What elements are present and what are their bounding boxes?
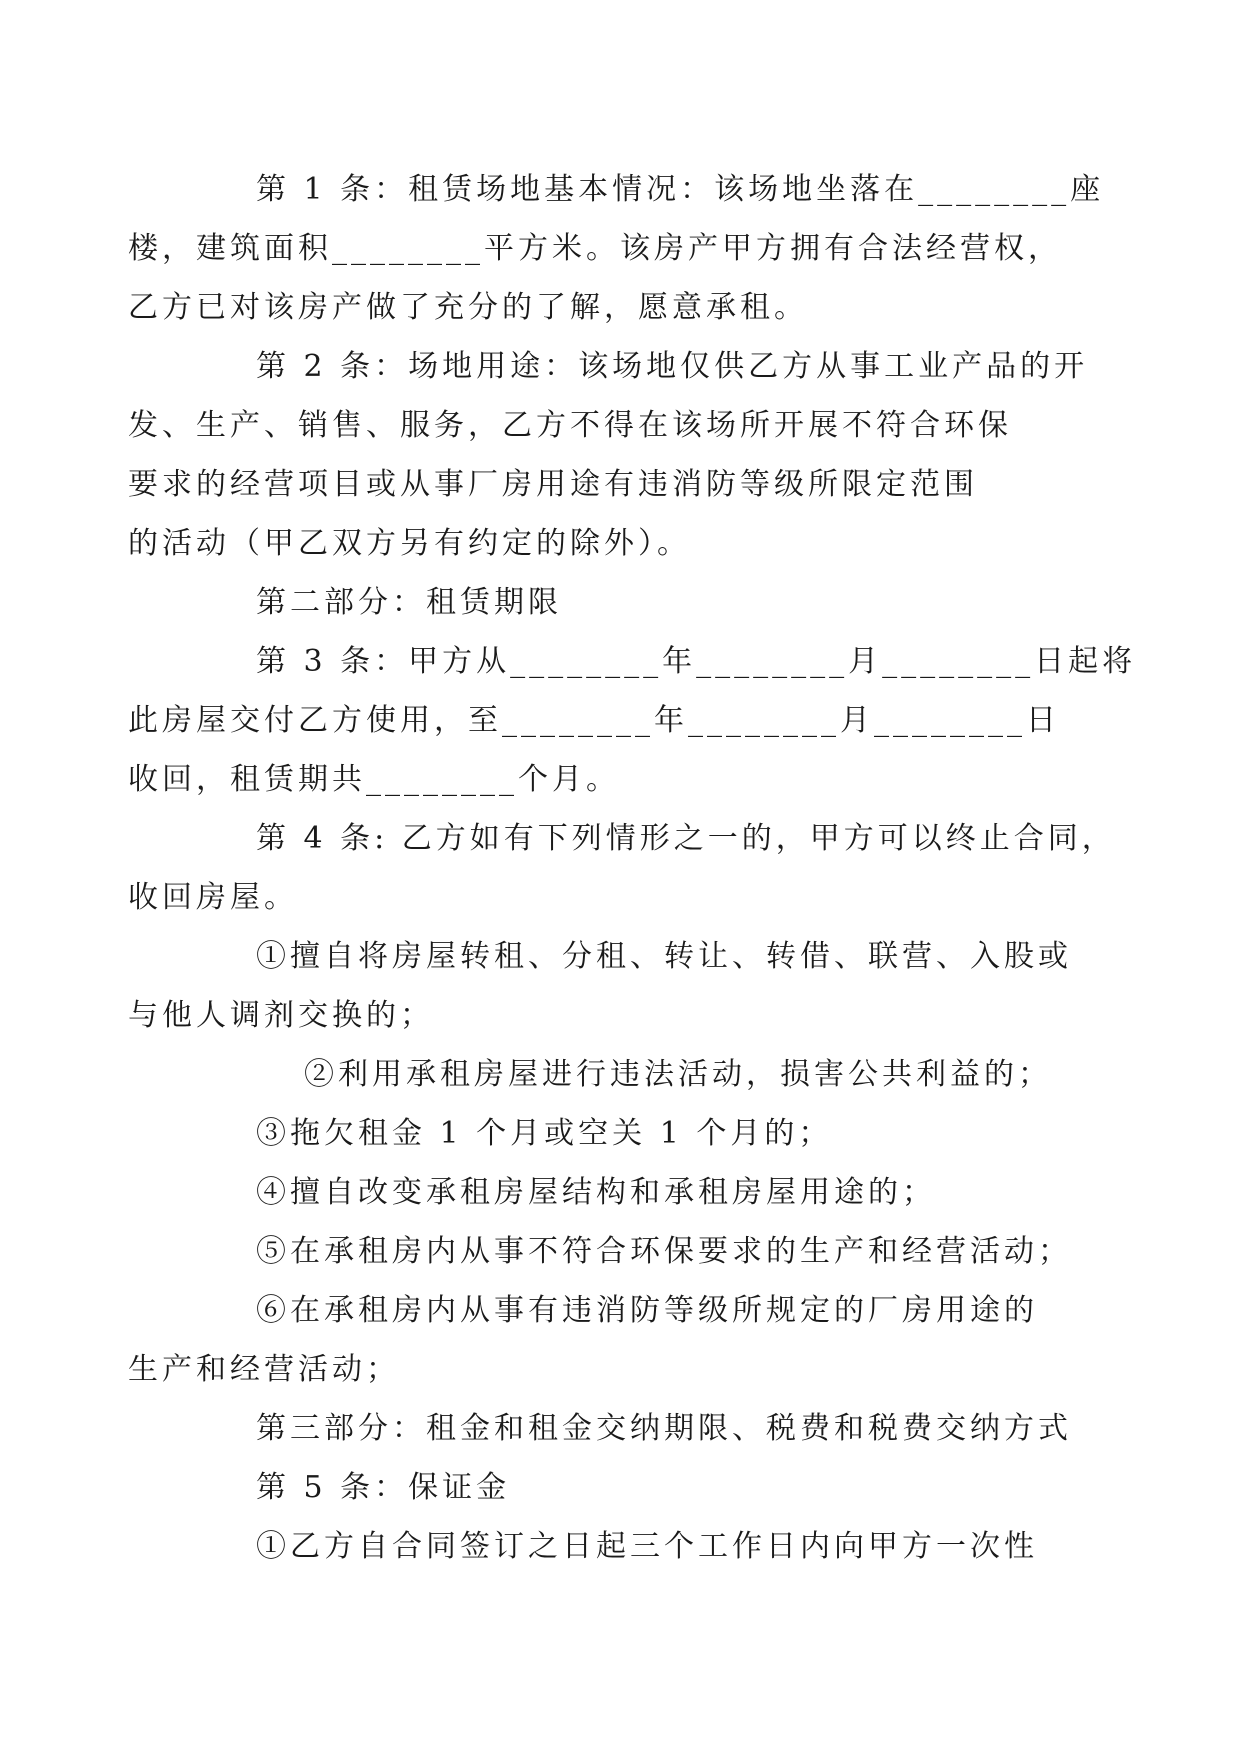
part-2-heading	[192, 573, 1054, 632]
article-2-line-4: 的活动（甲乙双方另有约定的除外）。	[128, 526, 691, 561]
article-4-line-1: 第 4 条: 乙方如有下列情形之一的，甲方可以终止合同，	[256, 821, 1116, 856]
article-5	[192, 1458, 1054, 1517]
article-2-line-1: 第 2 条：场地用途：该场地仅供乙方从事工业产品的开	[256, 349, 1089, 384]
article-1-line-1: 第 1 条：租赁场地基本情况：该场地坐落在________座	[256, 172, 1105, 207]
article-4-item-6	[128, 1281, 1054, 1399]
item-6-line-1: ⑥在承租房内从事有违消防等级所规定的厂房用途的	[256, 1293, 1038, 1328]
article-2	[128, 337, 1089, 573]
item-1-line-1: ①擅自将房屋转租、分租、转让、转借、联营、入股或	[256, 939, 1072, 974]
part-2-heading-text: 第二部分：租赁期限	[256, 585, 562, 620]
article-3-line-2: 此房屋交付乙方使用，至________年________月________日	[128, 703, 1060, 738]
article-1-line-2: 楼，建筑面积________平方米。该房产甲方拥有合法经营权，	[128, 231, 1062, 266]
article-2-line-3: 要求的经营项目或从事厂房用途有违消防等级所限定范围	[128, 467, 978, 502]
article-1	[128, 160, 1105, 337]
article-4-item-5	[192, 1222, 1072, 1281]
article-3-line-3: 收回，租赁期共________个月。	[128, 762, 620, 797]
article-3	[128, 632, 1137, 809]
document-body	[128, 160, 1137, 1576]
part-3-heading-text: 第三部分：租金和租金交纳期限、税费和税费交纳方式	[256, 1411, 1072, 1446]
article-4-item-3	[192, 1104, 1054, 1163]
item-5-text: ⑤在承租房内从事不符合环保要求的生产和经营活动；	[256, 1234, 1072, 1269]
article-4-item-4	[192, 1163, 1054, 1222]
item-6-line-2: 生产和经营活动；	[128, 1352, 400, 1387]
item-1-line-2: 与他人调剂交换的；	[128, 998, 434, 1033]
article-4-item-2	[192, 1045, 1054, 1104]
item-4-text: ④擅自改变承租房屋结构和承租房屋用途的；	[256, 1175, 936, 1210]
article-3-line-1: 第 3 条：甲方从________年________月________日起将	[256, 644, 1137, 679]
part-3-heading	[192, 1399, 1072, 1458]
article-4-item-1	[128, 927, 1072, 1045]
article-1-line-3: 乙方已对该房产做了充分的了解，愿意承租。	[128, 290, 808, 325]
article-5-text: 第 5 条：保证金	[256, 1470, 511, 1505]
article-2-line-2: 发、生产、销售、服务，乙方不得在该场所开展不符合环保	[128, 408, 1012, 443]
item-2-text: ②利用承租房屋进行违法活动，损害公共利益的；	[304, 1057, 1052, 1092]
article-4-line-2: 收回房屋。	[128, 880, 298, 915]
article-4	[128, 809, 1116, 927]
article-5-item-1	[192, 1517, 1054, 1576]
article-5-item-1-text: ①乙方自合同签订之日起三个工作日内向甲方一次性	[256, 1529, 1038, 1564]
item-3-text: ③拖欠租金 1 个月或空关 1 个月的；	[256, 1116, 833, 1151]
